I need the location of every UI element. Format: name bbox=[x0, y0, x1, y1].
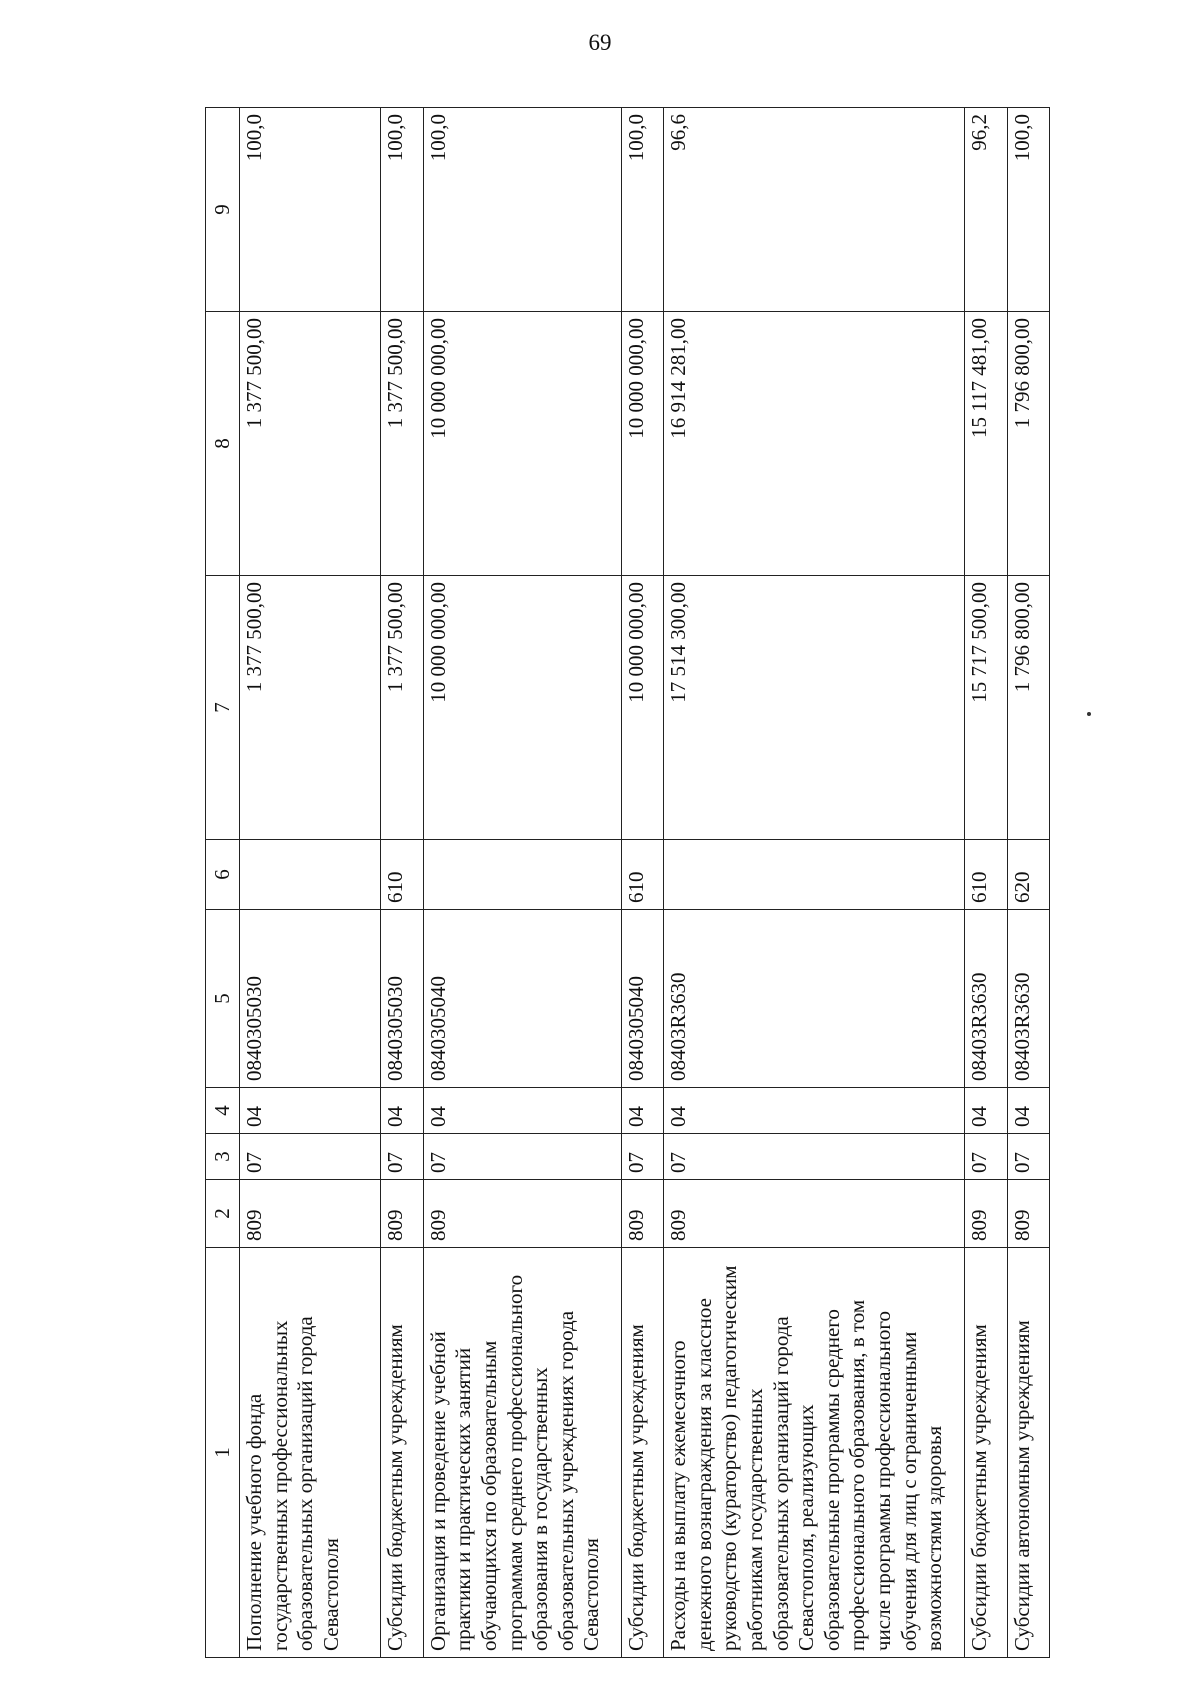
row-plan: 10 000 000,00 bbox=[621, 576, 663, 840]
header-cell: 4 bbox=[206, 1088, 240, 1134]
row-target-code: 08403R3630 bbox=[965, 910, 1007, 1088]
row-expense-type: 610 bbox=[965, 840, 1007, 910]
row-section: 07 bbox=[664, 1134, 965, 1180]
table-row bbox=[1007, 108, 1049, 1658]
row-grbs: 809 bbox=[621, 1180, 663, 1248]
table-row bbox=[381, 108, 423, 1658]
row-subsection: 04 bbox=[240, 1088, 381, 1134]
row-expense-type bbox=[664, 840, 965, 910]
row-fact: 16 914 281,00 bbox=[664, 312, 965, 576]
row-percent: 100,0 bbox=[621, 108, 663, 312]
row-subsection: 04 bbox=[381, 1088, 423, 1134]
header-cell: 9 bbox=[206, 108, 240, 312]
row-subsection: 04 bbox=[664, 1088, 965, 1134]
budget-table-rotated bbox=[205, 108, 1050, 1658]
row-target-code: 08403R3630 bbox=[1007, 910, 1049, 1088]
row-target-code: 0840305040 bbox=[621, 910, 663, 1088]
budget-table bbox=[205, 107, 1050, 1658]
row-plan: 1 377 500,00 bbox=[240, 576, 381, 840]
row-target-code: 0840305030 bbox=[381, 910, 423, 1088]
row-grbs: 809 bbox=[240, 1180, 381, 1248]
header-cell: 2 bbox=[206, 1180, 240, 1248]
row-fact: 1 796 800,00 bbox=[1007, 312, 1049, 576]
row-section: 07 bbox=[621, 1134, 663, 1180]
row-name: Пополнение учебного фонда государственных профессиональных образовательных организаций города Севастополя bbox=[240, 1248, 381, 1658]
row-section: 07 bbox=[423, 1134, 621, 1180]
row-grbs: 809 bbox=[664, 1180, 965, 1248]
row-plan: 10 000 000,00 bbox=[423, 576, 621, 840]
row-fact: 1 377 500,00 bbox=[240, 312, 381, 576]
row-target-code: 0840305040 bbox=[423, 910, 621, 1088]
row-name: Субсидии бюджетным учреждениям bbox=[381, 1248, 423, 1658]
page-number: 69 bbox=[588, 30, 612, 55]
row-plan: 17 514 300,00 bbox=[664, 576, 965, 840]
row-subsection: 04 bbox=[621, 1088, 663, 1134]
row-plan: 15 717 500,00 bbox=[965, 576, 1007, 840]
row-plan: 1 796 800,00 bbox=[1007, 576, 1049, 840]
row-expense-type bbox=[423, 840, 621, 910]
row-expense-type: 620 bbox=[1007, 840, 1049, 910]
row-expense-type: 610 bbox=[381, 840, 423, 910]
row-expense-type bbox=[240, 840, 381, 910]
row-percent: 96,2 bbox=[965, 108, 1007, 312]
table-row bbox=[423, 108, 621, 1658]
row-plan: 1 377 500,00 bbox=[381, 576, 423, 840]
header-cell: 3 bbox=[206, 1134, 240, 1180]
row-percent: 100,0 bbox=[240, 108, 381, 312]
header-cell: 8 bbox=[206, 312, 240, 576]
table-row bbox=[965, 108, 1007, 1658]
stray-dot-mark bbox=[1087, 712, 1091, 716]
row-fact: 10 000 000,00 bbox=[621, 312, 663, 576]
header-cell: 7 bbox=[206, 576, 240, 840]
header-cell: 5 bbox=[206, 910, 240, 1088]
row-section: 07 bbox=[1007, 1134, 1049, 1180]
row-target-code: 08403R3630 bbox=[664, 910, 965, 1088]
row-section: 07 bbox=[240, 1134, 381, 1180]
row-grbs: 809 bbox=[1007, 1180, 1049, 1248]
row-percent: 100,0 bbox=[381, 108, 423, 312]
row-name: Субсидии бюджетным учреждениям bbox=[965, 1248, 1007, 1658]
row-percent: 96,6 bbox=[664, 108, 965, 312]
row-subsection: 04 bbox=[965, 1088, 1007, 1134]
row-target-code: 0840305030 bbox=[240, 910, 381, 1088]
header-cell: 6 bbox=[206, 840, 240, 910]
table-row bbox=[621, 108, 663, 1658]
row-section: 07 bbox=[965, 1134, 1007, 1180]
row-section: 07 bbox=[381, 1134, 423, 1180]
header-cell: 1 bbox=[206, 1248, 240, 1658]
row-name: Организация и проведение учебной практики и практических занятий обучающихся по образовательным программам среднего профессионального образования в государственных образовательных учреждениях города Севастополя bbox=[423, 1248, 621, 1658]
row-percent: 100,0 bbox=[423, 108, 621, 312]
row-percent: 100,0 bbox=[1007, 108, 1049, 312]
row-grbs: 809 bbox=[965, 1180, 1007, 1248]
row-name: Субсидии автономным учреждениям bbox=[1007, 1248, 1049, 1658]
row-fact: 15 117 481,00 bbox=[965, 312, 1007, 576]
row-expense-type: 610 bbox=[621, 840, 663, 910]
row-grbs: 809 bbox=[381, 1180, 423, 1248]
table-row bbox=[664, 108, 965, 1658]
table-row bbox=[240, 108, 381, 1658]
row-fact: 1 377 500,00 bbox=[381, 312, 423, 576]
row-grbs: 809 bbox=[423, 1180, 621, 1248]
row-name: Субсидии бюджетным учреждениям bbox=[621, 1248, 663, 1658]
row-subsection: 04 bbox=[423, 1088, 621, 1134]
row-fact: 10 000 000,00 bbox=[423, 312, 621, 576]
row-subsection: 04 bbox=[1007, 1088, 1049, 1134]
header-row bbox=[206, 108, 240, 1658]
row-name: Расходы на выплату ежемесячного денежного вознаграждения за классное руководство (кураторство) педагогическим работникам государственных образовательных организаций города Севастополя, реализующих образовательные программы среднего профессионального образования, в том числе программы профессионального обучения для лиц с ограниченными возможностями здоровья bbox=[664, 1248, 965, 1658]
